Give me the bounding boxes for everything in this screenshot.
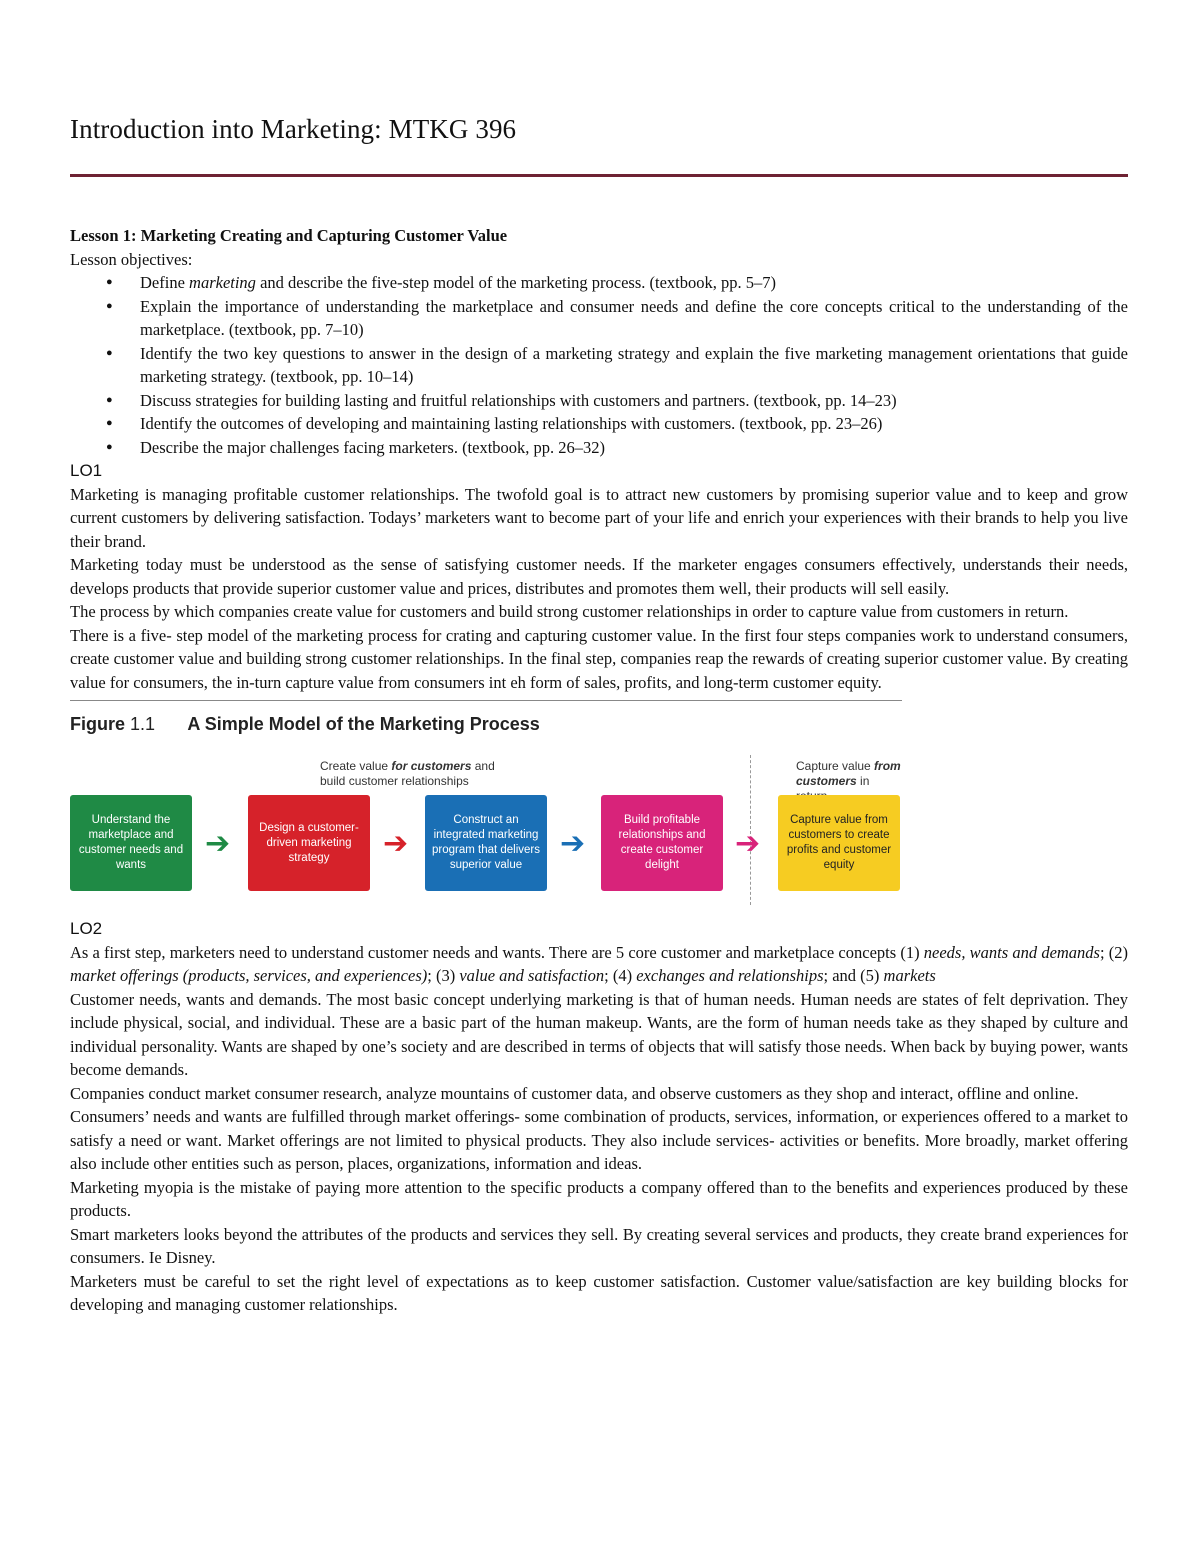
caption-text: and	[471, 759, 495, 773]
caption-emphasis: for customers	[391, 759, 472, 773]
caption-text: Create value	[320, 759, 392, 773]
lo2-paragraph: Consumers’ needs and wants are fulfilled through market offerings- some combination of products, services, information, or experiences offered to a market to satisfy a need or want. Market offerings are not limited to physical products. They also include services- activities or benefits. More broadly, market offering also include other entities such as person, places, organizations, information and ideas.	[70, 1107, 1128, 1173]
step-box-capture: Capture value from customers to create profits and customer equity	[778, 795, 900, 891]
objective-item: ● Identify the outcomes of developing and maintaining lasting relationships with customers. (textbook, pp. 23–26)	[70, 412, 1128, 436]
lo1-paragraph: Marketing today must be understood as the sense of satisfying customer needs. If the marketer engages consumers effectively, understands their needs, develops products that provide superior customer value and prices, distributes and promotes them well, their products will sell easily.	[70, 555, 1128, 598]
right-arrow-icon: ➔	[735, 826, 761, 861]
caption-text: in	[860, 774, 870, 788]
paragraph-text: ; (3)	[427, 966, 460, 985]
caption-text: build customer relationships	[320, 774, 469, 788]
objective-item: ● Explain the importance of understanding the marketplace and consumer needs and define the core concepts critical to the understanding of the marketplace. (textbook, pp. 7–10)	[70, 295, 1128, 342]
concept-emphasis: exchanges and relationships	[636, 966, 824, 985]
lo1-paragraph: The process by which companies create value for customers and build strong customer relationships in order to capture value from customers in return.	[70, 602, 1069, 621]
objective-item: ● Discuss strategies for building lasting and fruitful relationships with customers and partners. (textbook, pp. 14–23)	[70, 389, 1128, 413]
lo1-paragraph: Marketing is managing profitable customer relationships. The twofold goal is to attract new customers by promising superior value and to keep and grow current customers by delivering satisfaction. Todays’ marketers want to become part of your life and enrich your experiences with their brands to help you live their brand.	[70, 484, 1128, 551]
title-divider	[70, 174, 1128, 177]
lesson-title: Lesson 1: Marketing Creating and Capturing Customer Value	[70, 226, 508, 245]
document-title: Introduction into Marketing: MTKG 396	[70, 114, 517, 144]
create-value-caption	[320, 759, 495, 789]
objective-item: ● Identify the two key questions to answer in the design of a marketing strategy and explain the five marketing management orientations that guide marketing strategy. (textbook, pp. 10–14)	[70, 342, 1128, 389]
caption-emphasis: customers	[796, 774, 857, 788]
lo2-paragraph: Marketers must be careful to set the right level of expectations as to keep customer satisfaction. Customer value/satisfaction are key building blocks for developing and managing customer relationships.	[70, 1271, 1128, 1314]
caption-emphasis: from	[874, 759, 901, 773]
right-arrow-icon: ➔	[560, 826, 586, 861]
objectives-label: Lesson objectives:	[70, 249, 193, 269]
objectives-list	[70, 271, 1128, 459]
document-body	[70, 224, 1128, 1317]
objective-text: and describe the five-step model of the marketing process. (textbook, pp. 5–7)	[255, 273, 776, 292]
step-box-build: Build profitable relationships and create customer delight	[601, 795, 723, 891]
lo2-paragraph: Smart marketers looks beyond the attributes of the products and services they sell. By creating several services and products, they create brand experiences for consumers. Ie Disney.	[70, 1224, 1128, 1267]
step-box-design: Design a customer-driven marketing strategy	[248, 795, 370, 891]
marketing-process-figure	[70, 701, 902, 917]
figure-number: 1.1	[130, 714, 156, 734]
figure-heading: A Simple Model of the Marketing Process	[187, 714, 540, 734]
step-box-understand: Understand the marketplace and customer needs and wants	[70, 795, 192, 891]
figure-title	[70, 713, 540, 737]
step-box-construct: Construct an integrated marketing program that delivers superior value	[425, 795, 547, 891]
paragraph-text: As a first step, marketers need to understand customer needs and wants. There are 5 core customer and marketplace concepts (1)	[70, 942, 924, 962]
concept-emphasis: needs, wants and demands	[923, 942, 1100, 962]
lo2-paragraph: Companies conduct market consumer research, analyze mountains of customer data, and observe customers as they shop and interact, offline and online.	[70, 1083, 1079, 1103]
objective-text: Define	[140, 273, 190, 292]
lo2-paragraph: Marketing myopia is the mistake of paying more attention to the specific products a company offered than to the benefits and experiences produced by these products.	[70, 1177, 1128, 1220]
paragraph-text: ; and (5)	[823, 966, 884, 985]
caption-text: Capture value	[796, 759, 875, 773]
objective-emphasis: marketing	[189, 273, 256, 292]
paragraph-text: ; (2)	[1099, 942, 1129, 962]
objective-item	[70, 271, 1128, 295]
lo2-paragraph	[70, 941, 1128, 988]
objective-item: ● Describe the major challenges facing marketers. (textbook, pp. 26–32)	[70, 436, 1128, 460]
right-arrow-icon: ➔	[383, 826, 409, 861]
figure-label: Figure	[70, 714, 126, 734]
concept-emphasis: markets	[883, 966, 936, 985]
lo2-label: LO2	[70, 919, 103, 938]
lo1-label: LO1	[70, 461, 103, 480]
paragraph-text: ; (4)	[604, 966, 637, 985]
concept-emphasis: value and satisfaction	[459, 966, 605, 985]
right-arrow-icon: ➔	[205, 826, 231, 861]
concept-emphasis: market offerings (products, services, and experiences)	[70, 966, 428, 985]
lo2-paragraph: Customer needs, wants and demands. The most basic concept underlying marketing is that of human needs. Human needs are states of felt deprivation. They include physical, social, and individual. These are a basic part of the human makeup. Wants, are the form of human needs take as they shaped by culture and individual personality. Wants are shaped by one’s society and are described in terms of objects that will satisfy those needs. When back by buying power, wants become demands.	[70, 989, 1128, 1079]
lo1-paragraph: There is a five- step model of the marketing process for crating and capturing customer value. In the first four steps companies work to understand consumers, create customer value and building strong customer relationships. In the final step, companies reap the rewards of creating superior customer value. By creating value for consumers, the in-turn capture value from consumers int eh form of sales, profits, and long-term customer equity.	[70, 625, 1128, 692]
